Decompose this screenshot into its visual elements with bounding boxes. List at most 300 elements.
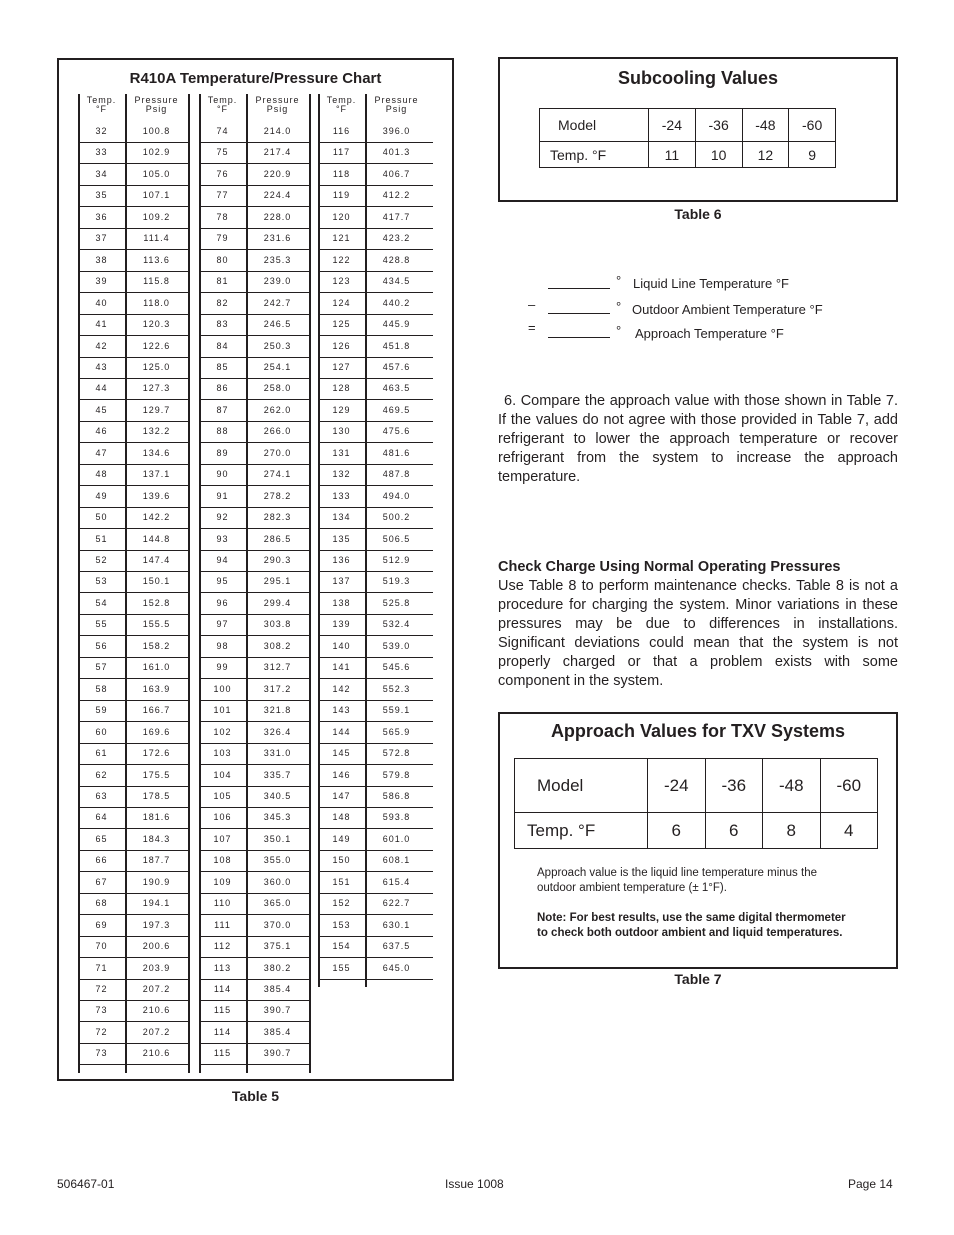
table5-pressure-cell: 463.5 <box>382 383 411 394</box>
table5-row-rule <box>78 314 190 315</box>
table5-row-rule <box>318 507 433 508</box>
table5-temp-cell: 46 <box>95 426 108 437</box>
table5-temp-cell: 53 <box>95 576 108 587</box>
table5-row-rule <box>318 871 433 872</box>
table5-pressure-cell: 326.4 <box>263 726 292 737</box>
table5-pressure-cell: 132.2 <box>142 426 171 437</box>
table5-row-rule <box>78 1043 190 1044</box>
calc-op-equals: = <box>528 320 536 335</box>
table5-temp-cell: 72 <box>95 984 108 994</box>
table5-pressure-cell: 250.3 <box>263 340 292 351</box>
table5-row-rule <box>78 764 190 765</box>
table5-temp-cell: 126 <box>332 340 351 351</box>
table5-pressure-cell: 321.8 <box>263 705 292 716</box>
degree-symbol: ° <box>616 323 622 338</box>
table5-pressure-cell: 274.1 <box>263 469 292 480</box>
table5-temp-cell: 34 <box>95 168 108 179</box>
table5-pressure-cell: 434.5 <box>382 276 411 287</box>
table5-row-rule <box>78 786 190 787</box>
table5-row-rule <box>199 442 311 443</box>
table5-row-rule <box>318 893 433 894</box>
table5-temp-cell: 67 <box>95 876 108 887</box>
table5-row-rule <box>199 206 311 207</box>
table5-row-rule <box>318 678 433 679</box>
table5-pressure-cell: 120.3 <box>142 319 171 330</box>
table5-pressure-cell: 622.7 <box>382 898 411 909</box>
table5-temp-cell: 51 <box>95 533 108 544</box>
table5-row-rule <box>78 507 190 508</box>
table5-row-rule <box>199 1064 311 1065</box>
table5-pressure-cell: 207.2 <box>142 1026 171 1037</box>
table5-row-rule <box>78 657 190 658</box>
table5-row-rule <box>78 378 190 379</box>
table5-row-rule <box>78 421 190 422</box>
table5-header-label: Pressure <box>374 95 419 105</box>
table5-temp-cell: 149 <box>332 833 351 844</box>
table5-row-rule <box>318 936 433 937</box>
table5-header-unit: Psig <box>145 104 168 114</box>
subcooling-temp: 12 <box>742 142 789 168</box>
table5-column-header <box>125 96 188 114</box>
table5-row-rule <box>199 335 311 336</box>
table5-header-label: Temp. <box>207 95 238 105</box>
table5-pressure-cell: 266.0 <box>263 426 292 437</box>
footer-page: Page 14 <box>848 1177 893 1191</box>
table5-row-rule <box>318 421 433 422</box>
table5-pressure-cell: 144.8 <box>142 533 171 544</box>
table5-temp-cell: 144 <box>332 726 351 737</box>
table5-temp-cell: 32 <box>95 126 108 136</box>
table5-row-rule <box>78 571 190 572</box>
table5-row-rule <box>318 271 433 272</box>
table5-pressure-cell: 312.7 <box>263 662 292 673</box>
table5-row-rule <box>78 828 190 829</box>
table5-temp-cell: 38 <box>95 254 108 265</box>
table5-header-label: Pressure <box>134 95 179 105</box>
table5-pressure-cell: 246.5 <box>263 319 292 330</box>
table5-pressure-cell: 390.7 <box>263 1048 292 1059</box>
table5-pressure-cell: 469.5 <box>382 404 411 415</box>
table5-pressure-cell: 107.1 <box>142 190 171 201</box>
table5-pressure-cell: 345.3 <box>263 812 292 823</box>
table5-temp-cell: 95 <box>216 576 229 587</box>
table5-temp-cell: 66 <box>95 855 108 866</box>
table5-temp-cell: 40 <box>95 297 108 308</box>
table5-row-rule <box>199 871 311 872</box>
table5-row-rule <box>318 378 433 379</box>
table5-row-rule <box>199 228 311 229</box>
table5-header-unit: °F <box>216 104 229 114</box>
table5-temp-cell: 147 <box>332 790 351 801</box>
table5-pressure-cell: 539.0 <box>382 640 411 651</box>
table5-pressure-cell: 147.4 <box>142 555 171 565</box>
table5-temp-cell: 123 <box>332 276 351 287</box>
table5-pressure-cell: 360.0 <box>263 876 292 887</box>
table5-pressure-cell: 290.3 <box>263 555 292 565</box>
table5-temp-cell: 117 <box>332 147 351 158</box>
table5-row-rule <box>78 700 190 701</box>
table5-pressure-cell: 158.2 <box>142 640 171 651</box>
degree-symbol: ° <box>616 299 622 314</box>
table5-pressure-cell: 375.1 <box>263 941 292 952</box>
table5-pressure-cell: 295.1 <box>263 576 292 587</box>
table5-row-rule <box>318 185 433 186</box>
approach-best-results-note: Note: For best results, use the same digital thermometer to check both outdoor ambient and liquid temperatures. <box>537 912 846 939</box>
table5-temp-cell: 83 <box>216 319 229 330</box>
table5-temp-cell: 122 <box>332 254 351 265</box>
table5-pressure-cell: 350.1 <box>263 833 292 844</box>
table5-pressure-cell: 299.4 <box>263 597 292 608</box>
table5-temp-cell: 131 <box>332 447 351 458</box>
table5-row-rule <box>78 271 190 272</box>
table5-pressure-cell: 197.3 <box>142 919 171 930</box>
calc-op-minus: – <box>528 297 536 312</box>
table5-row-rule <box>78 142 190 143</box>
table5-temp-cell: 82 <box>216 297 229 308</box>
table5-temp-cell: 155 <box>332 962 351 973</box>
approach-note: Approach value is the liquid line temperature minus the outdoor ambient temperature (± 1°F). <box>537 867 817 894</box>
table5-temp-cell: 138 <box>332 597 351 608</box>
table5-row-rule <box>199 464 311 465</box>
table5-temp-cell: 68 <box>95 898 108 909</box>
table5-temp-cell: 154 <box>332 941 351 952</box>
table5-temp-cell: 152 <box>332 898 351 909</box>
table5-row-rule <box>78 335 190 336</box>
table5-temp-cell: 50 <box>95 512 108 523</box>
table5-row-rule <box>78 399 190 400</box>
table5-temp-cell: 100 <box>213 683 232 694</box>
table5-row-rule <box>199 721 311 722</box>
table5-pressure-cell: 601.0 <box>382 833 411 844</box>
table5-row-rule <box>78 979 190 980</box>
table5-pressure-cell: 109.2 <box>142 211 171 222</box>
table5-row-rule <box>318 464 433 465</box>
table5-pressure-cell: 559.1 <box>382 705 411 716</box>
table5-row-rule <box>318 743 433 744</box>
liquid-line-temp-label: Liquid Line Temperature °F <box>633 276 789 291</box>
table5-temp-cell: 36 <box>95 211 108 222</box>
table5-row-rule <box>318 571 433 572</box>
table5-temp-cell: 142 <box>332 683 351 694</box>
table5-pressure-cell: 406.7 <box>382 168 411 179</box>
table5-column-rule <box>188 94 190 1073</box>
subcooling-temp: 11 <box>649 142 696 168</box>
table5-temp-cell: 109 <box>213 876 232 887</box>
table5-temp-cell: 153 <box>332 919 351 930</box>
table5-pressure-cell: 214.0 <box>263 126 292 136</box>
table5-row-rule <box>78 442 190 443</box>
table5-pressure-cell: 417.7 <box>382 211 411 222</box>
table5-row-rule <box>318 786 433 787</box>
table5-temp-cell: 39 <box>95 276 108 287</box>
table5-pressure-cell: 207.2 <box>142 984 171 994</box>
table5-temp-cell: 107 <box>213 833 232 844</box>
table5-row-rule <box>318 314 433 315</box>
table5-column-rule <box>309 94 311 1073</box>
table5-pressure-cell: 235.3 <box>263 254 292 265</box>
subcooling-temp-label: Temp. °F <box>540 142 649 168</box>
table5-row-rule <box>199 936 311 937</box>
table5-row-rule <box>199 249 311 250</box>
table5-temp-cell: 47 <box>95 447 108 458</box>
table5-pressure-cell: 615.4 <box>382 876 411 887</box>
table5-row-rule <box>318 550 433 551</box>
table5-row-rule <box>78 185 190 186</box>
table5-pressure-cell: 139.6 <box>142 490 171 501</box>
check-charge-heading: Check Charge Using Normal Operating Pressures <box>498 559 841 575</box>
table5-temp-cell: 134 <box>332 512 351 523</box>
table5-pressure-cell: 242.7 <box>263 297 292 308</box>
table5-pressure-cell: 129.7 <box>142 404 171 415</box>
table5-column-header <box>199 96 246 114</box>
table5-pressure-cell: 390.7 <box>263 1005 292 1016</box>
table5-pressure-cell: 519.3 <box>382 576 411 587</box>
table5-row-rule <box>199 1021 311 1022</box>
table5-row-rule <box>199 807 311 808</box>
approach-temp-label: Approach Temperature °F <box>635 326 784 341</box>
table5-row-rule <box>199 357 311 358</box>
table5-pressure-cell: 172.6 <box>142 748 171 759</box>
table5-pressure-cell: 161.0 <box>142 662 171 673</box>
table5-pressure-cell: 169.6 <box>142 726 171 737</box>
table5-pressure-cell: 258.0 <box>263 383 292 394</box>
table5-row-rule <box>78 1064 190 1065</box>
table5-pressure-cell: 111.4 <box>143 233 170 244</box>
table5-row-rule <box>199 614 311 615</box>
table5-pressure-cell: 187.7 <box>142 855 171 866</box>
subcooling-title: Subcooling Values <box>617 68 779 88</box>
table5-row-rule <box>199 292 311 293</box>
table5-row-rule <box>318 592 433 593</box>
approach-temp: 8 <box>763 813 821 849</box>
table5-temp-cell: 35 <box>95 190 108 201</box>
table5-row-rule <box>199 764 311 765</box>
table5-title: R410A Temperature/Pressure Chart <box>129 70 382 87</box>
subcooling-model: -36 <box>695 109 742 142</box>
table5-pressure-cell: 137.1 <box>142 469 171 480</box>
table5-row-rule <box>318 700 433 701</box>
table5-temp-cell: 114 <box>213 984 232 994</box>
table5-row-rule <box>318 828 433 829</box>
table5-row-rule <box>318 335 433 336</box>
table5-row-rule <box>199 979 311 980</box>
table5-pressure-cell: 355.0 <box>263 855 292 866</box>
table5-row-rule <box>78 914 190 915</box>
table5-pressure-cell: 608.1 <box>382 855 411 866</box>
table5-temp-cell: 94 <box>216 555 229 565</box>
table5-row-rule <box>199 271 311 272</box>
table5-row-rule <box>199 828 311 829</box>
table5-temp-cell: 104 <box>213 769 232 780</box>
table5-temp-cell: 60 <box>95 726 108 737</box>
table5-pressure-cell: 445.9 <box>382 319 411 330</box>
table5-row-rule <box>78 807 190 808</box>
subcooling-temp: 9 <box>789 142 836 168</box>
table5-row-rule <box>78 228 190 229</box>
table5-pressure-cell: 532.4 <box>382 619 411 630</box>
table5-temp-cell: 96 <box>216 597 229 608</box>
approach-title: Approach Values for TXV Systems <box>550 721 846 741</box>
table5-pressure-cell: 385.4 <box>263 1026 292 1037</box>
check-charge-body: Use Table 8 to perform maintenance checks. Table 8 is not a procedure for charging the system. Minor variations in these pressures may be due to differences in installations. Significant deviations could mean that the system is not properly charged or that a problem exists with some component in the system. <box>498 578 898 689</box>
table5-row-rule <box>318 614 433 615</box>
table5-temp-cell: 136 <box>332 555 351 565</box>
table5-pressure-cell: 572.8 <box>382 748 411 759</box>
table5-pressure-cell: 254.1 <box>263 361 292 372</box>
table5-pressure-cell: 545.6 <box>382 662 411 673</box>
table5-temp-cell: 114 <box>213 1026 232 1037</box>
approach-model: -60 <box>820 759 878 813</box>
table5-temp-cell: 37 <box>95 233 108 244</box>
table5-row-rule <box>78 292 190 293</box>
table5-temp-cell: 113 <box>213 962 232 973</box>
table5-temp-cell: 44 <box>95 383 108 394</box>
table5-pressure-cell: 270.0 <box>263 447 292 458</box>
table5-pressure-cell: 423.2 <box>382 233 411 244</box>
table5-temp-cell: 105 <box>213 790 232 801</box>
table5-pressure-cell: 163.9 <box>142 683 171 694</box>
table5-temp-cell: 49 <box>95 490 108 501</box>
table5-row-rule <box>318 249 433 250</box>
table5-temp-cell: 69 <box>95 919 108 930</box>
table5-temp-cell: 52 <box>95 555 108 565</box>
table5-pressure-cell: 317.2 <box>263 683 292 694</box>
table5-temp-cell: 116 <box>332 126 351 136</box>
table5-row-rule <box>78 485 190 486</box>
table5-temp-cell: 75 <box>216 147 229 158</box>
table5-pressure-cell: 203.9 <box>142 962 171 973</box>
table5-row-rule <box>78 1021 190 1022</box>
table5-temp-cell: 97 <box>216 619 229 630</box>
table5-pressure-cell: 175.5 <box>142 769 171 780</box>
table5-pressure-cell: 224.4 <box>263 190 292 201</box>
table5-temp-cell: 81 <box>216 276 229 287</box>
subcooling-model: -24 <box>649 109 696 142</box>
table5-temp-cell: 43 <box>95 361 108 372</box>
subcooling-model: -60 <box>789 109 836 142</box>
table5-pressure-cell: 278.2 <box>263 490 292 501</box>
table5-temp-cell: 41 <box>95 319 108 330</box>
table5-row-rule <box>318 914 433 915</box>
table5-temp-cell: 71 <box>95 962 108 973</box>
table5-row-rule <box>199 142 311 143</box>
table5-row-rule <box>318 721 433 722</box>
table5-row-rule <box>318 957 433 958</box>
table5-row-rule <box>318 399 433 400</box>
approach-temp-blank <box>548 337 610 338</box>
footer-issue: Issue 1008 <box>445 1177 504 1191</box>
table5-temp-cell: 137 <box>332 576 351 587</box>
table5-temp-cell: 48 <box>95 469 108 480</box>
table5-temp-cell: 111 <box>214 919 231 930</box>
table5-pressure-cell: 335.7 <box>263 769 292 780</box>
table5-temp-cell: 132 <box>332 469 351 480</box>
table5-row-rule <box>78 721 190 722</box>
table5-column-header <box>365 96 428 114</box>
table5-temp-cell: 87 <box>216 404 229 415</box>
table5-pressure-cell: 586.8 <box>382 790 411 801</box>
table5-row-rule <box>199 528 311 529</box>
table5-row-rule <box>199 550 311 551</box>
table5-row-rule <box>78 464 190 465</box>
table5-row-rule <box>199 485 311 486</box>
table5-pressure-cell: 401.3 <box>382 147 411 158</box>
table5-temp-cell: 140 <box>332 640 351 651</box>
table5-pressure-cell: 217.4 <box>263 147 292 158</box>
table5-temp-cell: 119 <box>332 190 351 201</box>
table5-pressure-cell: 412.2 <box>382 190 411 201</box>
table5-row-rule <box>78 635 190 636</box>
table5-row-rule <box>78 936 190 937</box>
table5-row-rule <box>78 592 190 593</box>
approach-model: -36 <box>705 759 763 813</box>
table5-temp-cell: 99 <box>216 662 229 673</box>
table5-header-unit: °F <box>335 104 348 114</box>
table5-header-unit: Psig <box>266 104 289 114</box>
table5-row-rule <box>318 442 433 443</box>
table5-row-rule <box>318 657 433 658</box>
table5-row-rule <box>199 421 311 422</box>
table5-temp-cell: 93 <box>216 533 229 544</box>
table5-pressure-cell: 194.1 <box>142 898 171 909</box>
table5-temp-cell: 91 <box>216 490 229 501</box>
table5-row-rule <box>199 314 311 315</box>
table7-caption: Table 7 <box>674 971 722 987</box>
table5-temp-cell: 55 <box>95 619 108 630</box>
table5-pressure-cell: 231.6 <box>263 233 292 244</box>
table5-temp-cell: 64 <box>95 812 108 823</box>
table5-temp-cell: 146 <box>332 769 351 780</box>
table5-pressure-cell: 365.0 <box>263 898 292 909</box>
table5-temp-cell: 150 <box>332 855 351 866</box>
table5-pressure-cell: 282.3 <box>263 512 292 523</box>
table5-pressure-cell: 630.1 <box>382 919 411 930</box>
table5-pressure-cell: 228.0 <box>263 211 292 222</box>
table5-pressure-cell: 125.0 <box>142 361 171 372</box>
table5-pressure-cell: 134.6 <box>142 447 171 458</box>
table5-temp-cell: 103 <box>213 748 232 759</box>
table5-row-rule <box>199 893 311 894</box>
table5-row-rule <box>318 807 433 808</box>
table5-temp-cell: 84 <box>216 340 229 351</box>
table5-row-rule <box>318 635 433 636</box>
table5-temp-cell: 56 <box>95 640 108 651</box>
approach-temp: 6 <box>705 813 763 849</box>
table5-pressure-cell: 380.2 <box>263 962 292 973</box>
table5-pressure-cell: 525.8 <box>382 597 411 608</box>
table5-temp-cell: 98 <box>216 640 229 651</box>
table5-row-rule <box>78 893 190 894</box>
table5-pressure-cell: 637.5 <box>382 941 411 952</box>
table5-temp-cell: 145 <box>332 748 351 759</box>
table5-row-rule <box>199 1000 311 1001</box>
table5-header-label: Temp. <box>326 95 357 105</box>
table5-pressure-cell: 262.0 <box>263 404 292 415</box>
table5-column-header <box>246 96 309 114</box>
table5-row-rule <box>78 678 190 679</box>
table5-row-rule <box>199 657 311 658</box>
table5-temp-cell: 124 <box>332 297 351 308</box>
table5-pressure-cell: 118.0 <box>143 297 170 308</box>
table5-pressure-cell: 142.2 <box>142 512 171 523</box>
table5-row-rule <box>318 979 433 980</box>
table5-temp-cell: 125 <box>332 319 351 330</box>
table5-row-rule <box>78 1000 190 1001</box>
table5-row-rule <box>199 507 311 508</box>
table5-row-rule <box>199 635 311 636</box>
table5-row-rule <box>318 228 433 229</box>
table5-row-rule <box>199 378 311 379</box>
